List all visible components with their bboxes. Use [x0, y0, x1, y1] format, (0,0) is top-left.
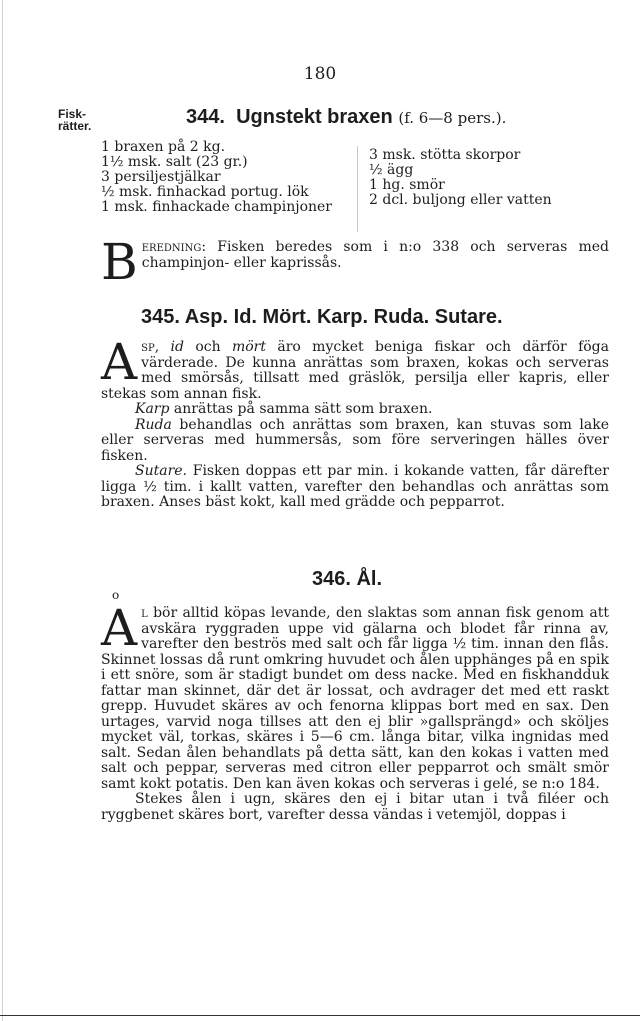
fish-name-ruda: Ruda	[135, 416, 172, 433]
ingredient-item: 3 msk. stötta skorpor	[369, 147, 521, 163]
recipe-344-servings: (f. 6—8 pers.).	[398, 109, 507, 127]
margin-label-line: Fisk-	[58, 107, 87, 121]
dropcap: B	[101, 233, 138, 291]
fish-name-id: id	[170, 339, 184, 355]
preparation-label: eredning	[141, 239, 202, 255]
page-edge	[2, 0, 3, 1021]
text-run: ,	[154, 339, 171, 355]
recipe-344-preparation	[101, 233, 609, 291]
fish-name-mort: mört	[231, 339, 266, 355]
recipe-345-heading: 345. Asp. Id. Mört. Karp. Ruda. Sutare.	[141, 306, 503, 328]
text-run: äro mycket beniga fiskar och därför föga värderade. De kunna anrättas som braxen, kokas och serveras med smörsås, tillsatt med gräslök, persilja eller kapris, eller stekas som annan fisk.	[101, 339, 609, 402]
ingredient-item: 1 msk. finhackade champinjoner	[101, 199, 332, 215]
ingredient-item: 1½ msk. salt (23 gr.)	[101, 154, 248, 170]
ingredients-right	[369, 148, 552, 208]
fish-name-karp: Karp	[135, 401, 170, 417]
recipe-344-title: Ugnstekt braxen	[236, 106, 393, 128]
ingredient-item: 1 braxen på 2 kg.	[101, 139, 226, 155]
recipe-345-text	[101, 333, 609, 511]
recipe-344-heading	[186, 106, 506, 129]
paragraph: Stekes ålen i ugn, skäres den ej i bitar utan i två filéer och ryggbenet skäres bort, varefter dessa vändas i vetemjöl, doppas i	[101, 791, 609, 823]
dropcap-continuation: l	[141, 605, 148, 621]
text-run: behandlas och anrättas som braxen, kan stuvas som lake eller serveras med hummersås, som före serveringen hälles över fisken.	[101, 416, 609, 464]
text-run: och	[183, 339, 232, 355]
fish-name-asp: sp	[141, 339, 155, 355]
preparation-text: : Fisken beredes som i n:o 338 och serveras med champinjon- eller kaprissås.	[141, 239, 609, 271]
text-run: bör alltid köpas levande, den slaktas som annan fisk genom att avskära ryggraden uppe vid gälarna och blodet får rinna av, varefter den beströs med salt och får ligga ½ tim. innan den flås. Skinnet lossas då runt omkring huvudet och ålen upphänges på en spik i ett snöre, som är stadigt bundet om dess nacke. Med en fiskhandduk fattar man skinnet, där det är lossat, och avdrager det med ett raskt grepp. Huvudet skäres av och fenorna klippas bort med en sax. Den urtages, varvid noga tillses att den ej blir »gallsprängd» och sköljes mycket väl, torkas, skäres i 5—6 cm. långa bitar, vilka ingnidas med salt. Sedan ålen behandlats på detta sätt, kan den kokas i vatten med salt och peppar, serveras med citron eller pepparrot och smält smör samt kokt potatis. Den kan även kokas och serveras i gelé, se n:o 184.	[101, 605, 609, 792]
margin-label	[58, 108, 91, 132]
ingredient-item: 2 dcl. buljong eller vatten	[369, 192, 552, 208]
text-run: anrättas på samma sätt som braxen.	[169, 401, 433, 417]
ingredient-item: ½ msk. finhackad portug. lök	[101, 184, 309, 200]
dropcap: A	[101, 599, 138, 657]
recipe-346-text	[101, 599, 609, 823]
ingredient-item: 1 hg. smör	[369, 177, 445, 193]
page-bottom-edge	[0, 1015, 640, 1016]
ingredient-item: ½ ägg	[369, 162, 414, 178]
ingredient-item: 3 persiljestjälkar	[101, 169, 221, 185]
recipe-346-heading: 346. Ål.	[312, 568, 383, 590]
ingredients-left	[101, 140, 332, 215]
page-number: 180	[303, 64, 337, 84]
recipe-344-number: 344.	[186, 106, 225, 128]
text-run: Fisken doppas ett par min. i kokande vatten, får därefter ligga ½ tim. i kallt vatten, varefter den behandlas och anrättas som braxen. Anses bäst kokt, kall med grädde och pepparrot.	[101, 463, 609, 510]
ring-mark: o	[112, 588, 120, 602]
ingredients-divider	[357, 146, 358, 232]
margin-label-line: rätter.	[58, 119, 92, 133]
dropcap: A	[101, 333, 138, 391]
fish-name-sutare: Sutare.	[135, 463, 188, 479]
